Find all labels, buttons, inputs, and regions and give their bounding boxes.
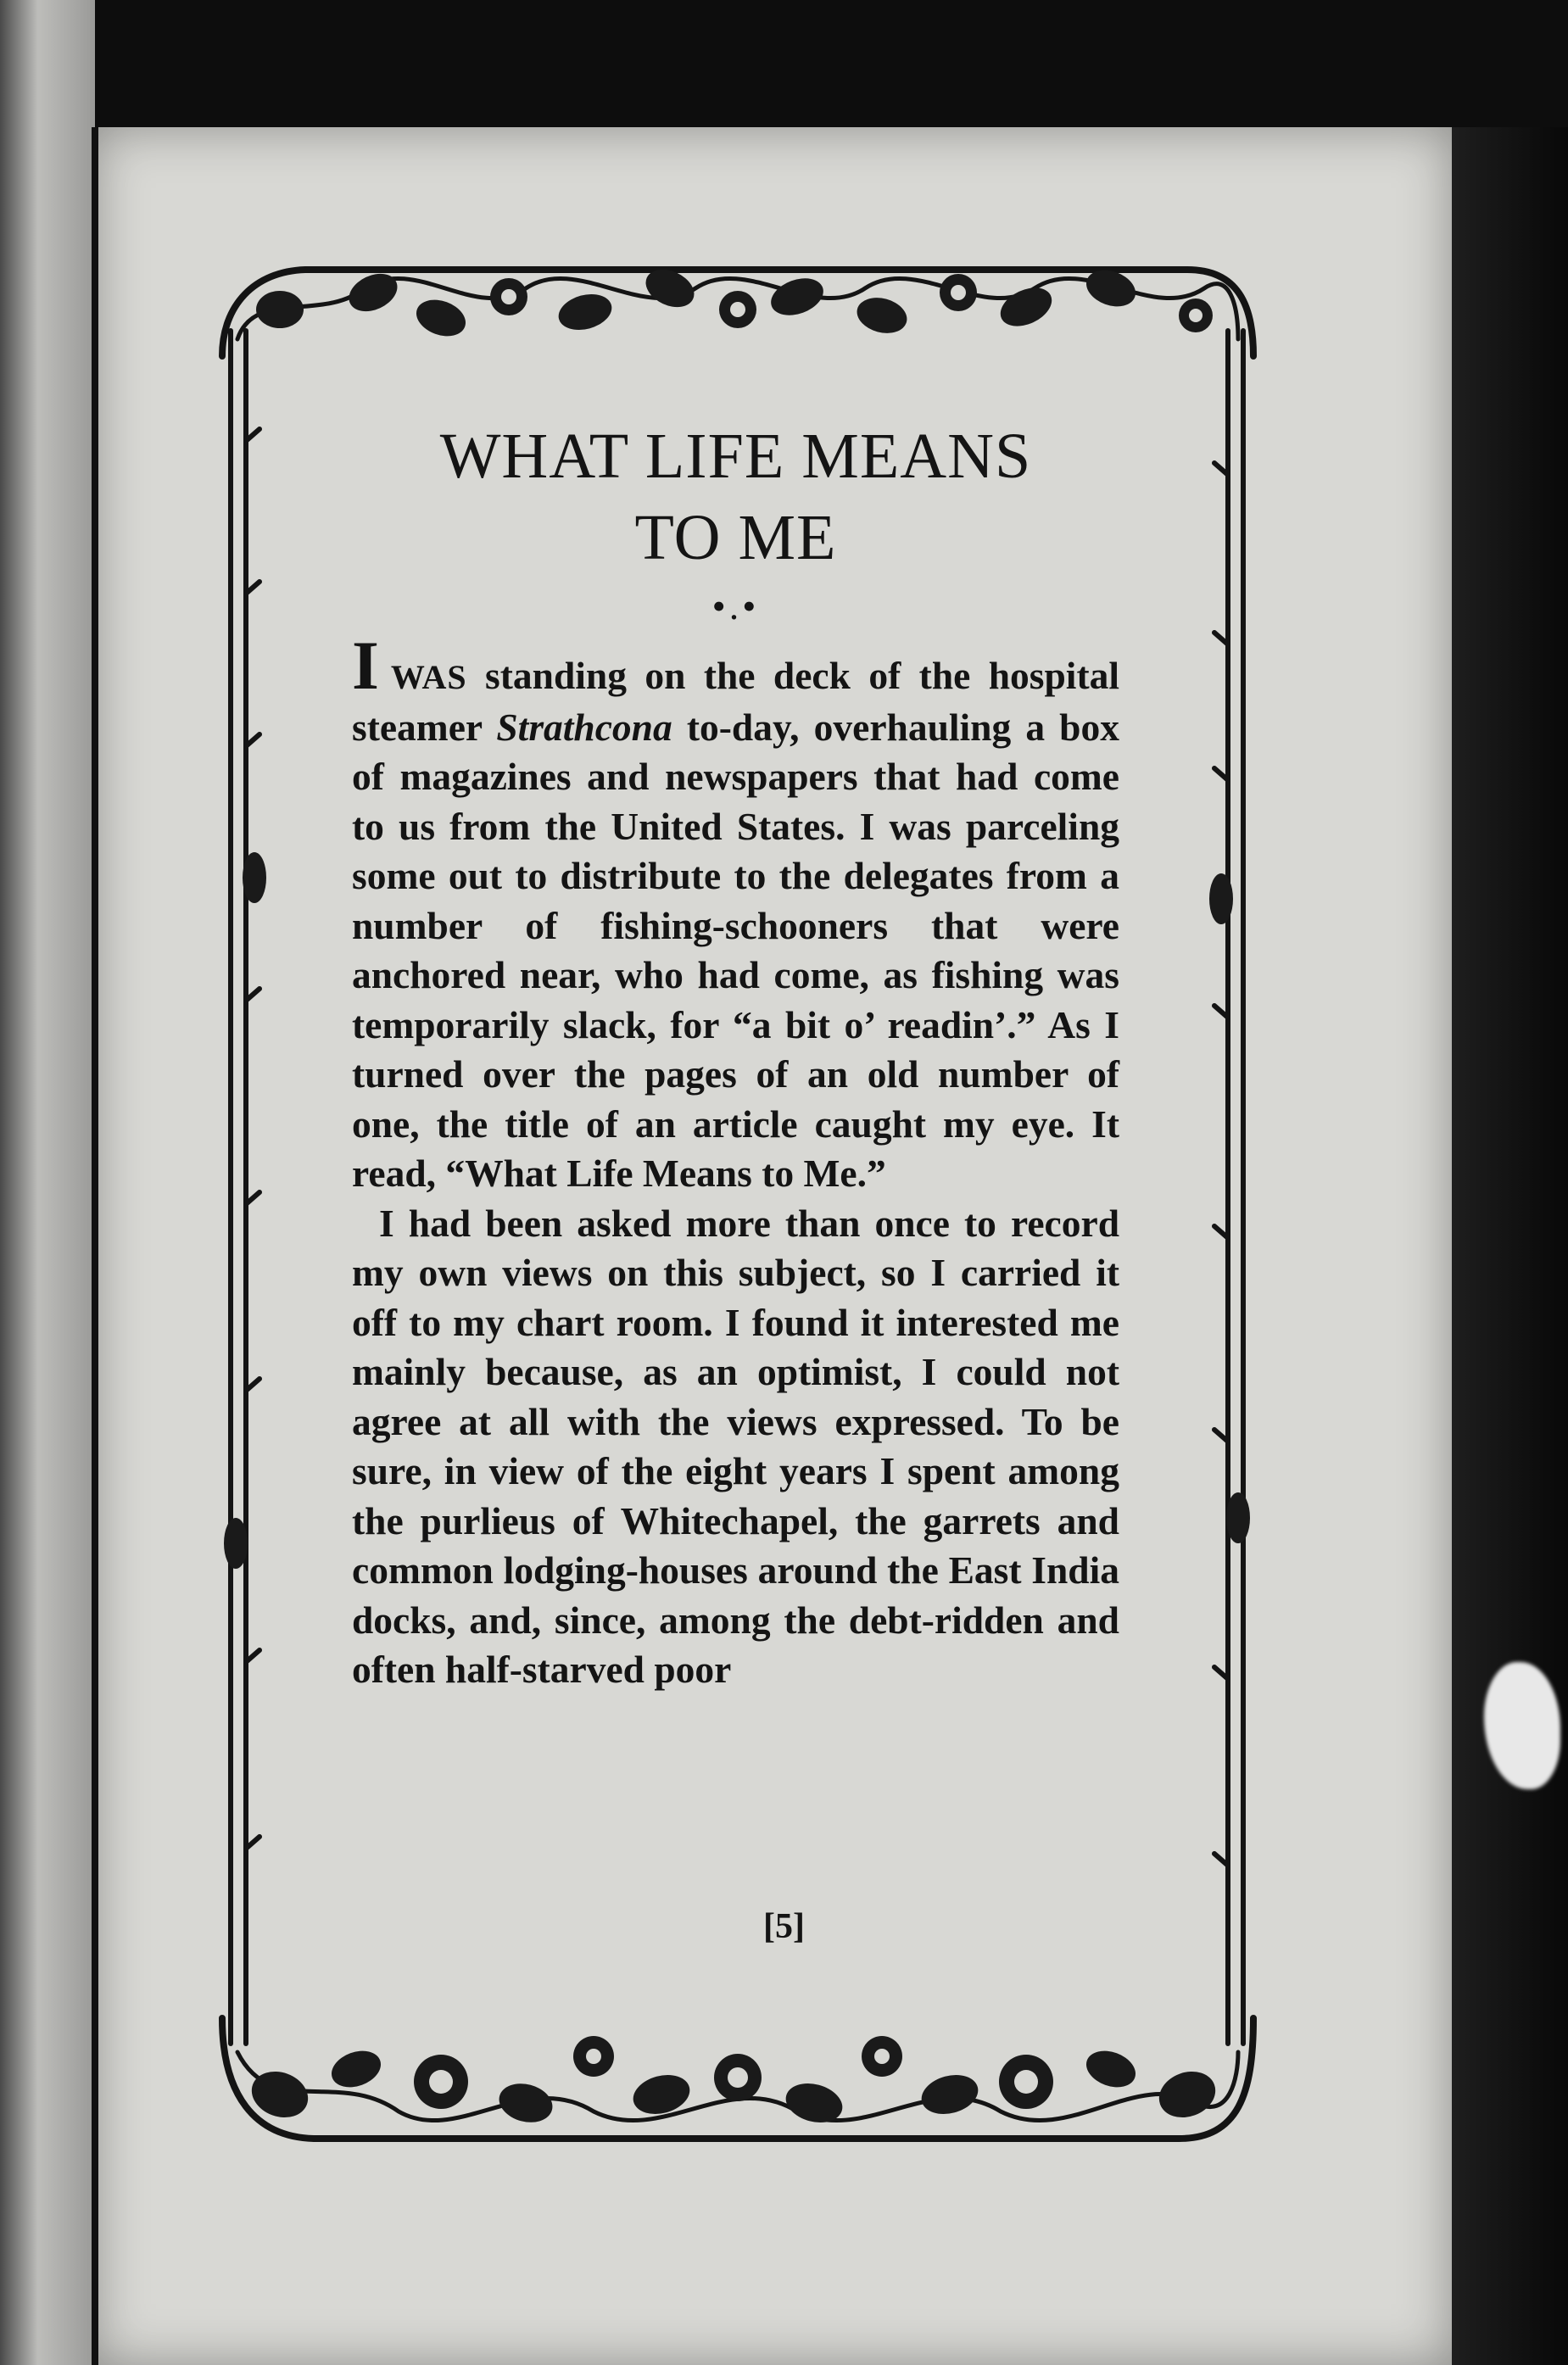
title-line-2: TO ME bbox=[634, 502, 837, 573]
article-title bbox=[352, 416, 1119, 578]
ship-name: Strathcona bbox=[496, 705, 672, 749]
paragraph-2: I had been asked more than once to record my own views on this subject, so I carried it off to my chart room. I found it interested me mainly because, as an optimist, I could not agree at all with the views expressed. To be sure, in view of the eight years I spent among the purlieus of Whitechapel, the garrets and common lodging-houses around the East India docks, and, since, among the debt-ridden and often half-starved poor bbox=[352, 1201, 1119, 1691]
article-body bbox=[352, 416, 1119, 1695]
paragraph-1-tail: to-day, overhauling a box of magazines and newspapers that had come to us from the United States. I was parceling some out to distribute to the delegates from a number of fishing-schooners that were anchored near, who had come, as fishing was temporarily slack, for “a bit o’ readin’.” As I turned over the pages of an old number of one, the title of an article caught my eye. It read, “What Life Means to Me.” bbox=[352, 705, 1119, 1195]
paragraph-1-text: standing on the deck of the hospital steamer bbox=[352, 654, 1119, 749]
paragraph-1 bbox=[352, 627, 1119, 1199]
title-ornament: •.• bbox=[711, 584, 760, 628]
title-line-1: WHAT LIFE MEANS bbox=[439, 421, 1032, 492]
page-number: [5] bbox=[763, 1907, 805, 1946]
drop-cap: I bbox=[352, 627, 379, 704]
small-caps-word: WAS bbox=[390, 658, 467, 696]
